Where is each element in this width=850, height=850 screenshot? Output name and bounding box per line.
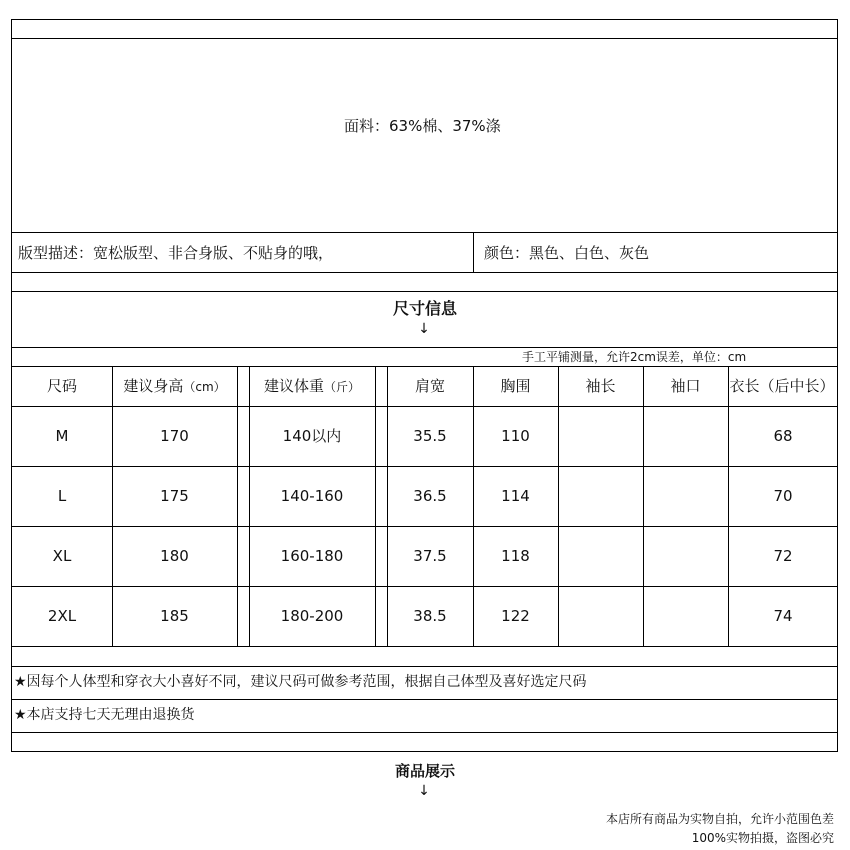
header-sleeve: 袖长 xyxy=(585,377,616,395)
row-1-height: 170 xyxy=(160,427,189,445)
row-2-length: 70 xyxy=(773,487,793,505)
divider xyxy=(473,366,474,646)
footer-note-1: 本店所有商品为实物自拍，允许小范围色差 xyxy=(605,812,834,826)
row-2-size: L xyxy=(57,487,67,505)
header-length: 衣长（后中长） xyxy=(729,377,835,395)
row-4-weight: 180-200 xyxy=(280,607,344,625)
divider xyxy=(11,646,838,647)
divider xyxy=(11,291,838,292)
divider xyxy=(11,732,838,733)
row-1-shoulder: 35.5 xyxy=(413,427,447,445)
row-2-chest: 114 xyxy=(501,487,530,505)
row-1-size: M xyxy=(55,427,69,445)
divider xyxy=(473,232,474,272)
product-display-title: 商品展示 xyxy=(394,762,455,780)
row-4-shoulder: 38.5 xyxy=(413,607,447,625)
row-1-weight: 140以内 xyxy=(282,427,342,445)
divider xyxy=(237,366,238,646)
header-weight xyxy=(249,376,375,397)
footer-note-2: 100%实物拍摄，盗图必究 xyxy=(691,831,834,845)
row-4-chest: 122 xyxy=(501,607,530,625)
row-3-size: XL xyxy=(52,547,72,565)
divider xyxy=(11,466,838,467)
header-height-unit: （cm） xyxy=(183,380,226,394)
row-4-height: 185 xyxy=(160,607,189,625)
header-height-label: 建议身高 xyxy=(123,377,184,395)
header-chest: 胸围 xyxy=(500,377,531,395)
divider xyxy=(112,366,113,646)
header-weight-unit: （斤） xyxy=(324,380,361,394)
row-1-length: 68 xyxy=(773,427,793,445)
row-3-chest: 118 xyxy=(501,547,530,565)
header-cuff: 袖口 xyxy=(670,377,701,395)
row-3-weight: 160-180 xyxy=(280,547,344,565)
fabric-text: 面料：63%棉、37%涤 xyxy=(344,117,501,135)
divider xyxy=(558,366,559,646)
row-3-shoulder: 37.5 xyxy=(413,547,447,565)
return-policy-note: ★本店支持七天无理由退换货 xyxy=(14,707,195,723)
divider xyxy=(11,406,838,407)
measurement-note: 手工平铺测量，允许2cm误差，单位：cm xyxy=(522,350,747,364)
row-3-height: 180 xyxy=(160,547,189,565)
row-4-size: 2XL xyxy=(47,607,77,625)
row-1-chest: 110 xyxy=(501,427,530,445)
divider xyxy=(11,586,838,587)
row-4-length: 74 xyxy=(773,607,793,625)
header-size: 尺码 xyxy=(46,377,77,395)
divider xyxy=(11,272,838,273)
size-info-title: 尺寸信息 xyxy=(392,299,457,318)
divider xyxy=(728,366,729,646)
down-arrow-icon: ↓ xyxy=(418,783,430,799)
header-weight-label: 建议体重 xyxy=(263,377,324,395)
header-height xyxy=(112,376,237,397)
down-arrow-icon: ↓ xyxy=(418,321,430,337)
divider xyxy=(375,366,376,646)
divider xyxy=(11,366,838,367)
size-advice-note: ★因每个人体型和穿衣大小喜好不同，建议尺码可做参考范围，根据自己体型及喜好选定尺码 xyxy=(14,674,587,690)
divider xyxy=(11,699,838,700)
row-2-height: 175 xyxy=(160,487,189,505)
divider xyxy=(643,366,644,646)
divider xyxy=(249,366,250,646)
row-2-shoulder: 36.5 xyxy=(413,487,447,505)
divider xyxy=(11,38,838,39)
row-3-length: 72 xyxy=(773,547,793,565)
divider xyxy=(11,666,838,667)
divider xyxy=(11,526,838,527)
fit-description: 版型描述：宽松版型、非合身版、不贴身的哦， xyxy=(18,244,334,262)
row-2-weight: 140-160 xyxy=(280,487,344,505)
divider xyxy=(11,232,838,233)
header-shoulder: 肩宽 xyxy=(414,377,445,395)
divider xyxy=(387,366,388,646)
color-options: 颜色：黑色、白色、灰色 xyxy=(484,244,650,262)
